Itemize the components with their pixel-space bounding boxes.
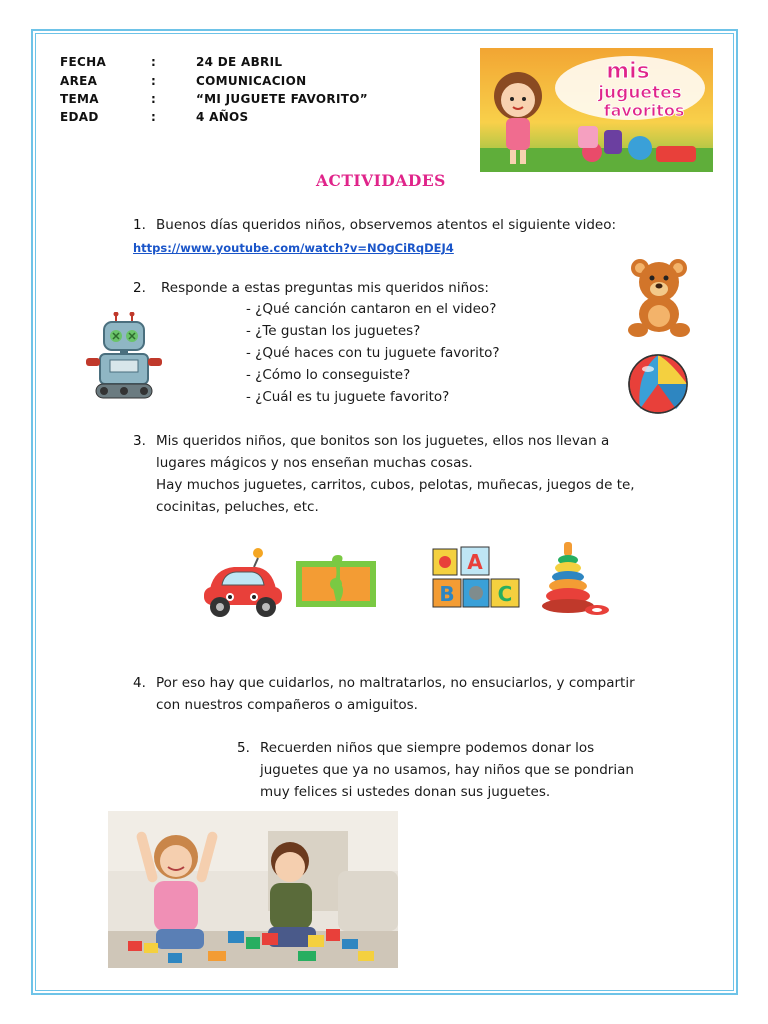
header-value-fecha: 24 DE ABRIL — [196, 55, 283, 69]
activity-5-number: 5. — [237, 740, 250, 756]
robot-toy-image — [82, 312, 166, 404]
header-sep: : — [151, 92, 157, 106]
video-link[interactable]: https://www.youtube.com/watch?v=NOgCiRqDEJ4 — [133, 241, 454, 255]
question-item: - ¿Qué haces con tu juguete favorito? — [246, 345, 500, 361]
header-label-area: AREA — [60, 74, 98, 88]
page-title: ACTIVIDADES — [316, 171, 446, 190]
activity-3-line: lugares mágicos y nos enseñan muchas cosas. — [156, 455, 473, 471]
children-playing-photo — [108, 811, 398, 968]
stacking-rings-image — [537, 540, 611, 618]
activity-5-line: juguetes que ya no usamos, hay niños que se pondrian — [260, 762, 634, 778]
block-letter-c: C — [497, 582, 513, 606]
banner-title-juguetes: juguetes — [598, 83, 682, 103]
ball-image — [626, 353, 690, 415]
banner-title-favoritos: favoritos — [603, 101, 685, 120]
toy-car-image — [200, 545, 284, 621]
question-item: - ¿Te gustan los juguetes? — [246, 323, 421, 339]
activity-1-text: Buenos días queridos niños, observemos atentos el siguiente video: — [156, 217, 617, 233]
activity-4-line: Por eso hay que cuidarlos, no maltratarlos, no ensuciarlos, y compartir — [156, 675, 635, 691]
header-sep: : — [151, 55, 157, 69]
activity-2-number: 2. — [133, 280, 146, 296]
abc-blocks-image — [429, 543, 521, 613]
puzzle-image — [292, 553, 380, 615]
header-value-edad: 4 AÑOS — [196, 110, 249, 124]
banner-title-mis: mis — [606, 59, 650, 84]
header-label-fecha: FECHA — [60, 55, 107, 69]
activity-4-line: con nuestros compañeros o amiguitos. — [156, 697, 418, 713]
activity-3-line: Mis queridos niños, que bonitos son los juguetes, ellos nos llevan a — [156, 433, 610, 449]
block-letter-a: A — [467, 550, 483, 574]
header-sep: : — [151, 74, 157, 88]
activity-4-number: 4. — [133, 675, 146, 691]
activity-1-number: 1. — [133, 217, 146, 233]
header-label-edad: EDAD — [60, 110, 99, 124]
activity-3-line: Hay muchos juguetes, carritos, cubos, pelotas, muñecas, juegos de te, — [156, 477, 635, 493]
activity-3-number: 3. — [133, 433, 146, 449]
header-value-tema: “MI JUGUETE FAVORITO” — [196, 92, 368, 106]
activity-5-line: Recuerden niños que siempre podemos donar los — [260, 740, 595, 756]
header-value-area: COMUNICACION — [196, 74, 307, 88]
question-item: - ¿Qué canción cantaron en el video? — [246, 301, 497, 317]
video-link-container — [133, 237, 454, 256]
teddy-bear-image — [626, 256, 692, 338]
question-item: - ¿Cómo lo conseguiste? — [246, 367, 411, 383]
activity-5-line: muy felices si ustedes donan sus juguetes. — [260, 784, 551, 800]
activity-3-line: cocinitas, peluches, etc. — [156, 499, 319, 515]
question-item: - ¿Cuál es tu juguete favorito? — [246, 389, 450, 405]
block-letter-b: B — [439, 582, 455, 606]
header-sep: : — [151, 110, 157, 124]
activity-2-text: Responde a estas preguntas mis queridos niños: — [161, 280, 489, 296]
mis-juguetes-favoritos-banner — [480, 48, 713, 172]
header-label-tema: TEMA — [60, 92, 99, 106]
